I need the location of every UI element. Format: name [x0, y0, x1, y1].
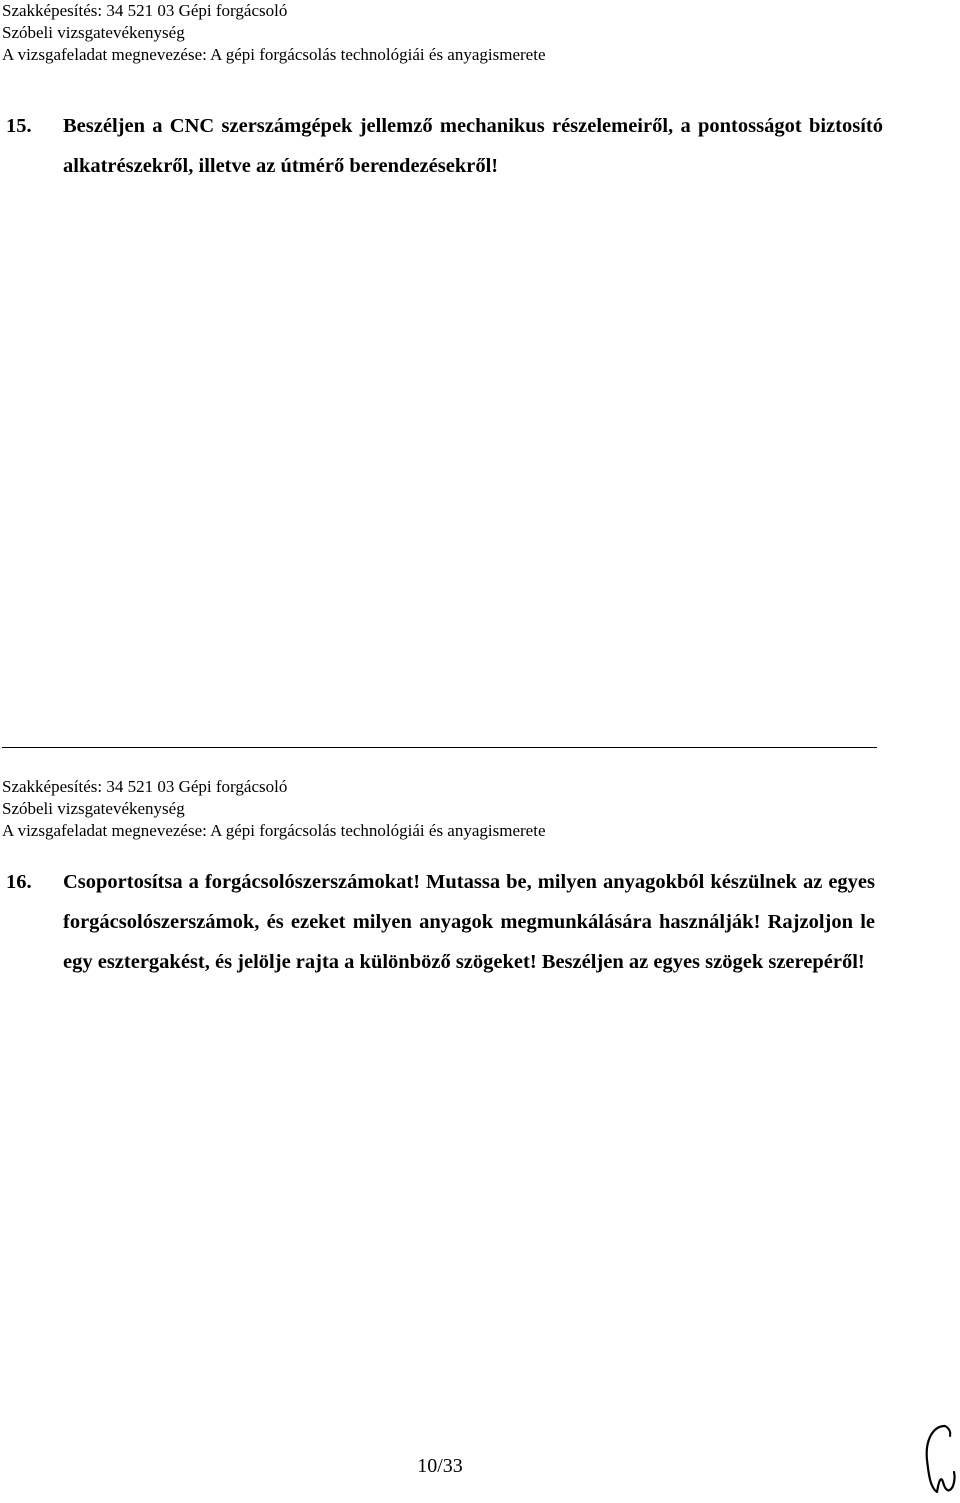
page-header-bottom [2, 776, 902, 842]
question-text: Csoportosítsa a forgácsolószerszámokat! Mutassa be, milyen anyagokból készülnek az egyes forgácsolószerszámok, és ezeket milyen anyagok megmunkálására használják! Rajzoljon le egy esztergakést, és jelölje rajta a különböző szögeket! Beszéljen az egyes szögek szerepéről! [63, 871, 875, 973]
page-header-top [2, 0, 902, 66]
question-number: 16. [6, 871, 32, 893]
question-number: 15. [6, 115, 32, 137]
header-task-name: A vizsgafeladat megnevezése: A gépi forgácsolás technológiái és anyagismerete [2, 45, 546, 64]
header-qualification: Szakképesítés: 34 521 03 Gépi forgácsoló [2, 777, 288, 796]
header-qualification: Szakképesítés: 34 521 03 Gépi forgácsoló [2, 1, 288, 20]
question-text: Beszéljen a CNC szerszámgépek jellemző mechanikus részelemeiről, a pontosságot biztosító alkatrészekről, illetve az útmérő berendezésekről! [63, 115, 883, 177]
handwritten-signature [915, 1420, 960, 1503]
page-divider [2, 747, 877, 748]
header-task-name: A vizsgafeladat megnevezése: A gépi forgácsolás technológiái és anyagismerete [2, 821, 546, 840]
page-number: 10/33 [417, 1455, 463, 1477]
header-exam-activity: Szóbeli vizsgatevékenység [2, 23, 185, 42]
header-exam-activity: Szóbeli vizsgatevékenység [2, 799, 185, 818]
